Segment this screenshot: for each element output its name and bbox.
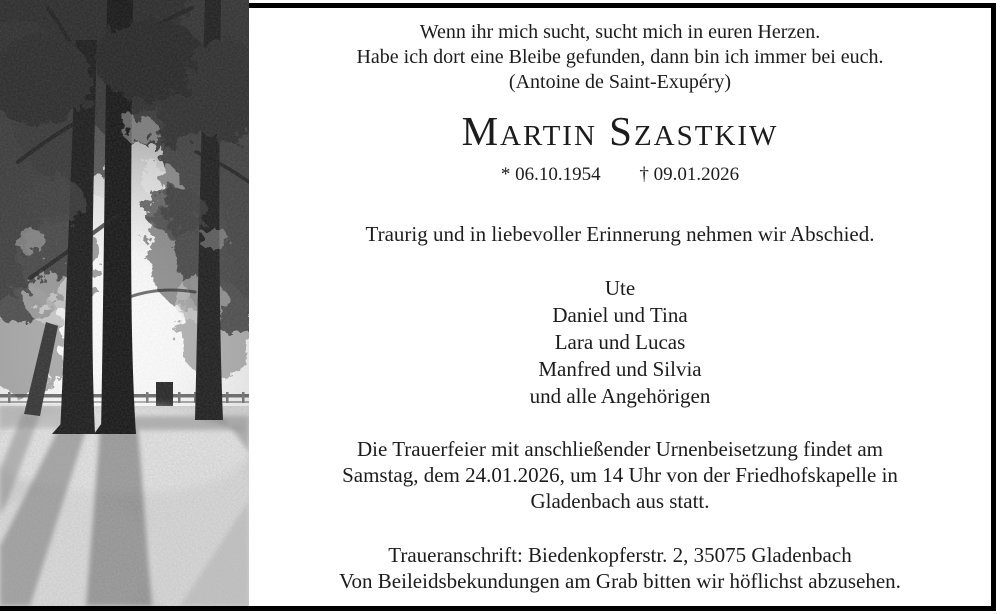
footer-block [339, 542, 901, 594]
quote-line-2: Habe ich dort eine Bleibe gefunden, dann bin ich immer bei euch. [356, 46, 884, 68]
mourner-item: und alle Angehörigen [529, 384, 711, 408]
mourners-list [530, 275, 711, 410]
service-line-3: Gladenbach aus statt. [530, 489, 710, 513]
quote-block [356, 20, 883, 95]
farewell-line: Traurig und in liebevoller Erinnerung nehmen wir Abschied. [365, 222, 875, 246]
photo-grain [0, 0, 249, 606]
mourning-address: Traueranschrift: Biedenkopferstr. 2, 35075 Gladenbach [388, 543, 852, 567]
life-dates [484, 163, 756, 187]
mourner-item: Ute [604, 276, 636, 300]
service-line-1: Die Trauerfeier mit anschließender Urnenbeisetzung findet am [357, 437, 883, 461]
birth-date: * 06.10.1954 [500, 164, 601, 185]
memorial-photo [0, 0, 249, 606]
quote-attribution: (Antoine de Saint-Exupéry) [508, 71, 732, 93]
mourner-item: Manfred und Silvia [538, 357, 702, 381]
deceased-name: Martin Szastkiw [461, 108, 779, 154]
park-trees-photo [0, 0, 249, 606]
service-info [342, 436, 898, 514]
mourner-item: Lara und Lucas [554, 330, 686, 354]
mourner-item: Daniel und Tina [552, 303, 688, 327]
condolence-note: Von Beileidsbekundungen am Grab bitten wir höflichst abzusehen. [339, 569, 901, 593]
quote-line-1: Wenn ihr mich sucht, sucht mich in euren Herzen. [419, 21, 821, 43]
death-date: † 09.01.2026 [639, 164, 740, 185]
service-line-2: Samstag, dem 24.01.2026, um 14 Uhr von der Friedhofskapelle in [342, 463, 898, 487]
notice-content [249, 8, 991, 606]
